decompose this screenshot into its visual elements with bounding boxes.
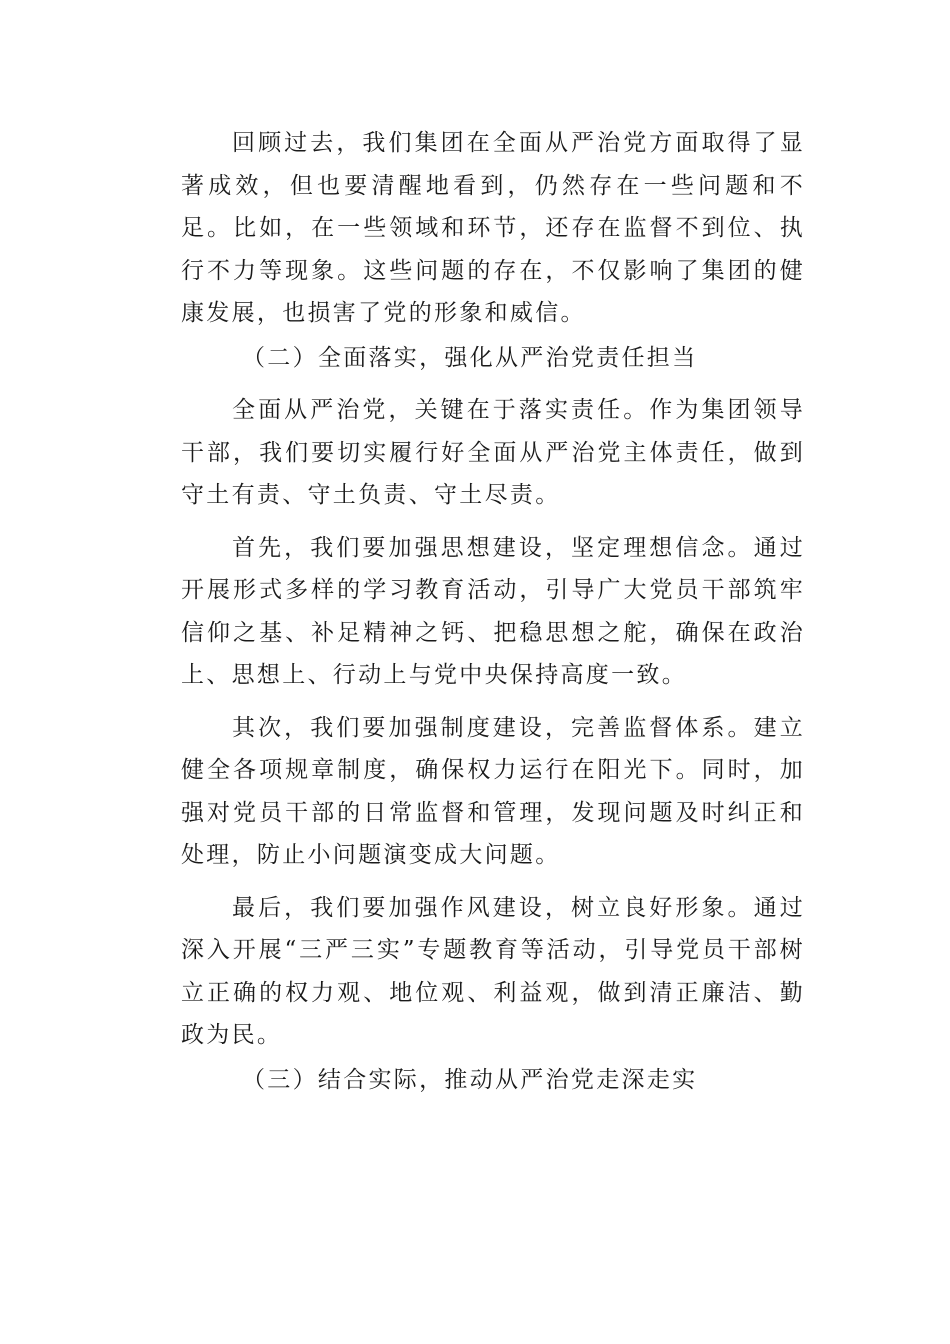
document-body — [181, 122, 805, 1101]
section-heading-3: （三）结合实际，推动从严治党走深走实 — [242, 1066, 698, 1093]
paragraph-review: 回顾过去，我们集团在全面从严治党方面取得了显著成效，但也要清醒地看到，仍然存在一些问题和不足。比如，在一些领域和环节，还存在监督不到位、执行不力等现象。这些问题的存在，不仅影响了集团的健康发展，也损害了党的形象和威信。 — [181, 130, 805, 326]
paragraph-first: 首先，我们要加强思想建设，坚定理想信念。通过开展形式多样的学习教育活动，引导广大党员干部筑牢信仰之基、补足精神之钙、把稳思想之舵，确保在政治上、思想上、行动上与党中央保持高度一致。 — [181, 534, 805, 688]
paragraph-last: 最后，我们要加强作风建设，树立良好形象。通过深入开展“三严三实”专题教育等活动，引导党员干部树立正确的权力观、地位观、利益观，做到清正廉洁、勤政为民。 — [181, 894, 805, 1048]
paragraph-second: 其次，我们要加强制度建设，完善监督体系。建立健全各项规章制度，确保权力运行在阳光下。同时，加强对党员干部的日常监督和管理，发现问题及时纠正和处理，防止小问题演变成大问题。 — [181, 714, 805, 868]
paragraph-responsibility: 全面从严治党，关键在于落实责任。作为集团领导干部，我们要切实履行好全面从严治党主体责任，做到守土有责、守土负责、守土尽责。 — [181, 397, 805, 508]
section-heading-2: （二）全面落实，强化从严治党责任担当 — [242, 344, 698, 371]
